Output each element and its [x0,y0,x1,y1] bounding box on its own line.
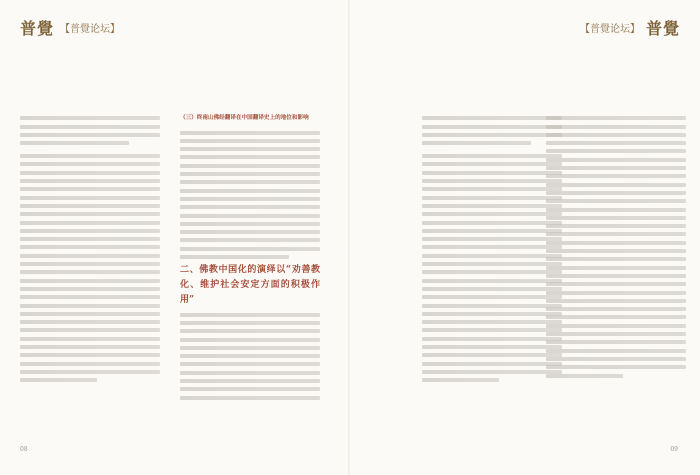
column-tag-right: 【普覺论坛】 [579,24,640,35]
brand-logo-right: 普覺 [645,19,680,38]
left-column-2 [180,112,320,404]
section-subheading: （三）终南山佛经翻译在中国翻译史上的地位和影响 [180,115,309,121]
brand-logo: 普覺 [20,19,55,38]
left-page-number: 08 [20,446,28,453]
right-column-2 [546,112,686,382]
column-tag: 【普覺论坛】 [60,24,121,35]
right-page-number: 09 [670,446,678,453]
left-header [20,16,120,39]
section-heading: 二、佛教中国化的演绎以“劝善教化、维护社会安定方面的积极作用” [180,265,320,306]
right-column-1 [422,112,562,387]
left-column-1 [20,112,160,387]
right-header [580,16,680,39]
right-page [350,0,700,475]
